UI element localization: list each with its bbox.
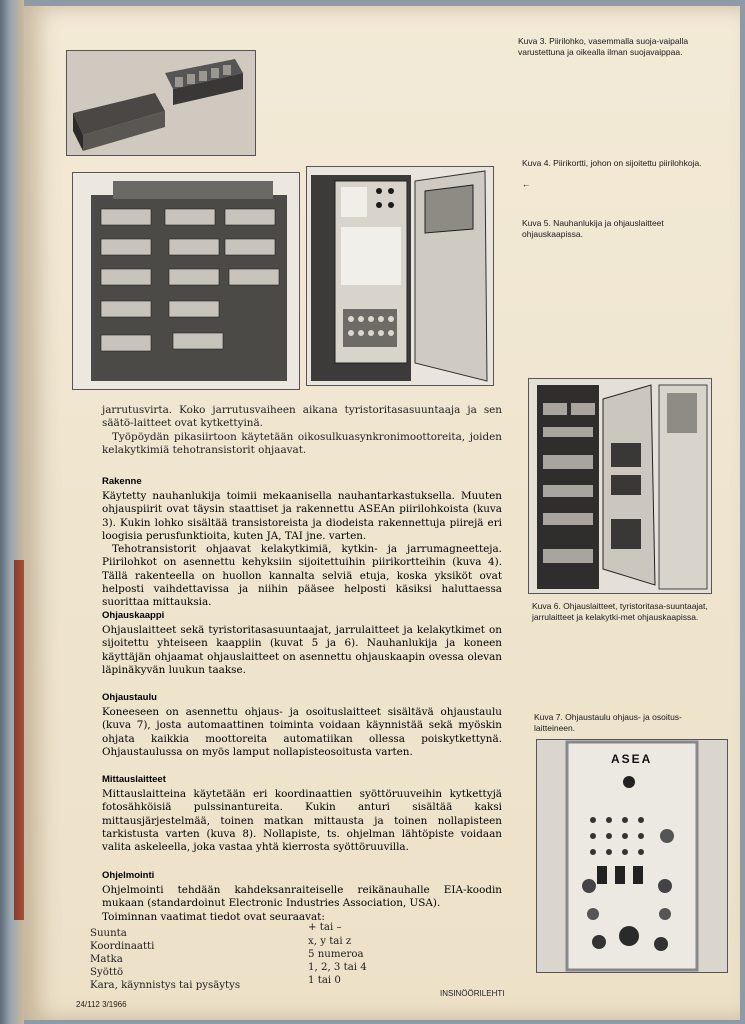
photo-control-cabinet (528, 378, 712, 594)
photo-operator-panel (536, 739, 728, 973)
caption-kuva-6: Kuva 6. Ohjauslaitteet, tyristoritasa-suuntaajat, jarrulaitteet ja kelakytki-met ohjauskaapissa. (532, 601, 708, 622)
photo-tape-reader-cabinet (306, 166, 494, 386)
section-heading: Rakenne (102, 476, 142, 487)
circuit-blocks-illustration (67, 51, 255, 155)
circuit-card-illustration (73, 173, 299, 389)
tape-reader-cabinet-illustration (307, 167, 493, 385)
section-heading: Ohjelmointi (102, 870, 155, 881)
program-value: 1, 2, 3 tai 4 (308, 962, 367, 973)
caption-arrow: ← (522, 179, 531, 189)
section-paragraph: Ohjelmointi tehdään kahdeksanraiteiselle reikänauhalle EIA-koodin mukaan (standardoinut Electronic Industries Association, USA). (102, 884, 502, 910)
program-label: Matka (90, 954, 123, 965)
program-value: 1 tai 0 (308, 975, 341, 986)
magazine-page (24, 6, 740, 1020)
section-mittauslaitteet (102, 774, 502, 854)
section-paragraph: Tehotransistorit ohjaavat kelakytkimiä, kytkin- ja jarrumagneetteja. Piirilohkot on asennettu kehyksiin sijoitettuihin piirikortteihin (kuva 4). Tällä rakenteella on huollon kannalta selviä etuja, koska yksiköt ovat helposti vaihdettavissa ja niihin pääsee helposti käsiksi haluttaessa suorittaa mittauksia. (102, 543, 502, 609)
section-rakenne (102, 476, 502, 610)
caption-kuva-5: Kuva 5. Nauhanlukija ja ohjauslaitteet ohjauskaapissa. (522, 218, 664, 239)
caption-kuva-4: Kuva 4. Piirikortti, johon on sijoitettu piirilohkoja. (522, 158, 702, 168)
page-number: 24/112 3/1966 (76, 1000, 127, 1009)
panel-brand-label: ASEA (611, 752, 653, 766)
section-paragraph: Koneeseen on asennettu ohjaus- ja osoituslaitteet sisältävä ohjaustaulu (kuva 7), josta automaattinen toiminta voidaan käynnistää sekä myöskin ohjata kaikkia moottoreita automatiikan ollessa poiskytkettynä. Ohjaustaulussa on myös lamput nollapisteosoitusta varten. (102, 706, 502, 758)
section-heading: Mittauslaitteet (102, 774, 166, 785)
program-value: x, y tai z (308, 936, 352, 947)
caption-kuva-7: Kuva 7. Ohjaustaulu ohjaus- ja osoitus-laitteineen. (534, 712, 682, 733)
program-value: + tai – (308, 922, 342, 933)
caption-kuva-3: Kuva 3. Piirilohko, vasemmalla suoja-vaipalla varustettuna ja oikealla ilman suojavaippaa. (518, 36, 689, 57)
section-paragraph: Ohjauslaitteet sekä tyristoritasasuuntaajat, jarrulaitteet ja kelakytkimet on sijoitettu yhteiseen kaappiin (kuvat 5 ja 6). Nauhanlukija ja koneen käyttäjän ohjaamat ohjauslaitteet on asennettu ohjauskaapin ovessa olevan läpinäkyvän luukun taakse. (102, 624, 502, 676)
program-value: 5 numeroa (308, 949, 364, 960)
intro-paragraph-1: jarrutusvirta. Koko jarrutusvaiheen aikana tyristoritasasuuntaaja ja sen säätö-laitteet ovat kytkettyinä. (102, 404, 502, 430)
intro-paragraph-2: Työpöydän pikasiirtoon käytetään oikosulkuasynkronimoottoreita, joiden kelakytkimiä tehotransistorit ohjaavat. (102, 430, 502, 456)
section-paragraph: Käytetty nauhanlukija toimii mekaanisella nauhantarkastuksella. Muuten ohjauspiirit ovat täysin staattiset ja rakennettu ASEAn piirilohkoista (kuva 3). Kukin lohko sisältää transistoreista ja diodeista rakennettuja piirejä eri loogisia perusfunktioita, kuten JA, TAI jne. varten. (102, 490, 502, 542)
control-cabinet-illustration (529, 379, 711, 593)
section-ohjaustaulu (102, 692, 502, 759)
program-label: Kara, käynnistys tai pysäytys (90, 980, 241, 991)
section-paragraph: Mittauslaitteina käytetään eri koordinaattien syöttöruuveihin kytkettyjä fotosähköisiä pulssinantureita. Kukin anturi sisältää kaksi mittausjärjestelmää, toinen matkan mittausta ja toinen nollapisteen tarkistusta varten (kuva 8). Nollapiste, ts. ohjelman lähtöpiste voidaan valita askeleella, joka vastaa yhtä kierrosta syöttöruuvilla. (102, 788, 502, 854)
photo-circuit-blocks (66, 50, 256, 156)
program-label: Syöttö (90, 967, 124, 978)
intro-text (102, 404, 502, 457)
section-heading: Ohjauskaappi (102, 610, 165, 621)
photo-circuit-card (72, 172, 300, 390)
section-heading: Ohjaustaulu (102, 692, 157, 703)
program-label: Koordinaatti (90, 941, 155, 952)
operator-panel-illustration (537, 740, 727, 972)
section-ohjauskaappi (102, 610, 502, 677)
section-ohjelmointi (102, 870, 502, 924)
section-paragraph: Toiminnan vaatimat tiedot ovat seuraavat: (102, 910, 325, 923)
magazine-name: INSINÖÖRILEHTI (440, 989, 505, 998)
program-label: Suunta (90, 928, 127, 939)
